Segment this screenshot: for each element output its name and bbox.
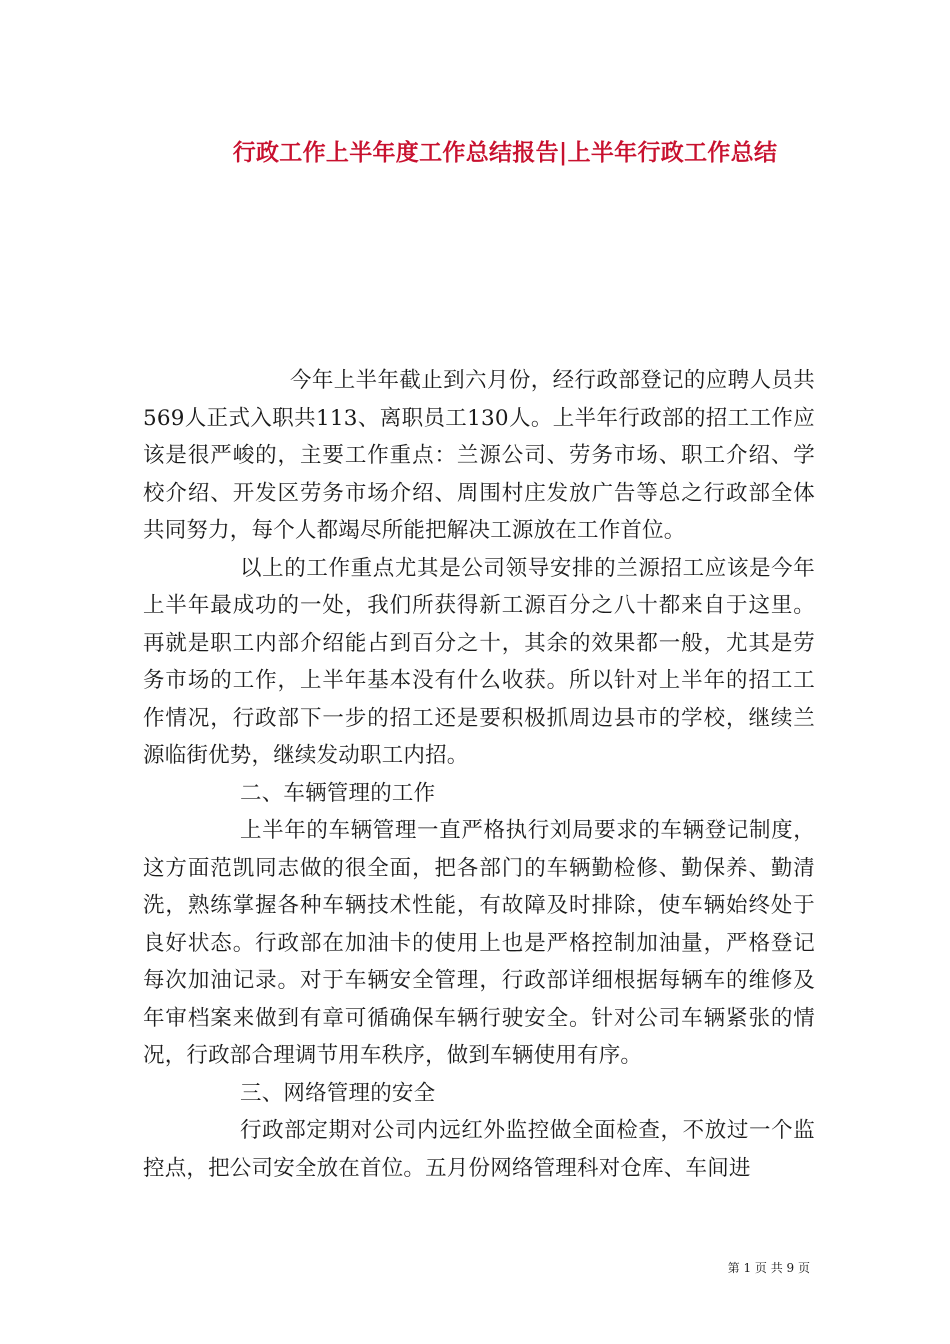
document-body [143, 362, 815, 1187]
page-number-footer: 第 1 页 共 9 页 [727, 1261, 810, 1275]
paragraph-network-security: 行政部定期对公司内远红外监控做全面检查，不放过一个监控点，把公司安全放在首位。五月份网络管理科对仓库、车间进 [143, 1118, 815, 1181]
section-heading-network-security: 三、网络管理的安全 [240, 1080, 436, 1106]
paragraph-vehicle-management: 上半年的车辆管理一直严格执行刘局要求的车辆登记制度，这方面范凯同志做的很全面，把各部门的车辆勤检修、勤保养、勤清洗，熟练掌握各种车辆技术性能，有故障及时排除，使车辆始终处于良好状态。行政部在加油卡的使用上也是严格控制加油量，严格登记每次加油记录。对于车辆安全管理，行政部详细根据每辆车的维修及年审档案来做到有章可循确保车辆行驶安全。针对公司车辆紧张的情况，行政部合理调节用车秩序，做到车辆使用有序。 [143, 818, 815, 1068]
paragraph-recruitment-summary: 今年上半年截止到六月份，经行政部登记的应聘人员共569人正式入职共113、离职员工130人。上半年行政部的招工工作应该是很严峻的，主要工作重点：兰源公司、劳务市场、职工介绍、学校介绍、开发区劳务市场介绍、周围村庄发放广告等总之行政部全体共同努力，每个人都竭尽所能把解决工源放在工作首位。 [143, 368, 815, 543]
section-heading-vehicle-management: 二、车辆管理的工作 [240, 780, 436, 806]
document-title: 行政工作上半年度工作总结报告|上半年行政工作总结 [232, 139, 778, 166]
paragraph-recruitment-analysis: 以上的工作重点尤其是公司领导安排的兰源招工应该是今年上半年最成功的一处，我们所获得新工源百分之八十都来自于这里。再就是职工内部介绍能占到百分之十，其余的效果都一般，尤其是劳务市场的工作，上半年基本没有什么收获。所以针对上半年的招工工作情况，行政部下一步的招工还是要积极抓周边县市的学校，继续兰源临街优势，继续发动职工内招。 [143, 555, 815, 768]
